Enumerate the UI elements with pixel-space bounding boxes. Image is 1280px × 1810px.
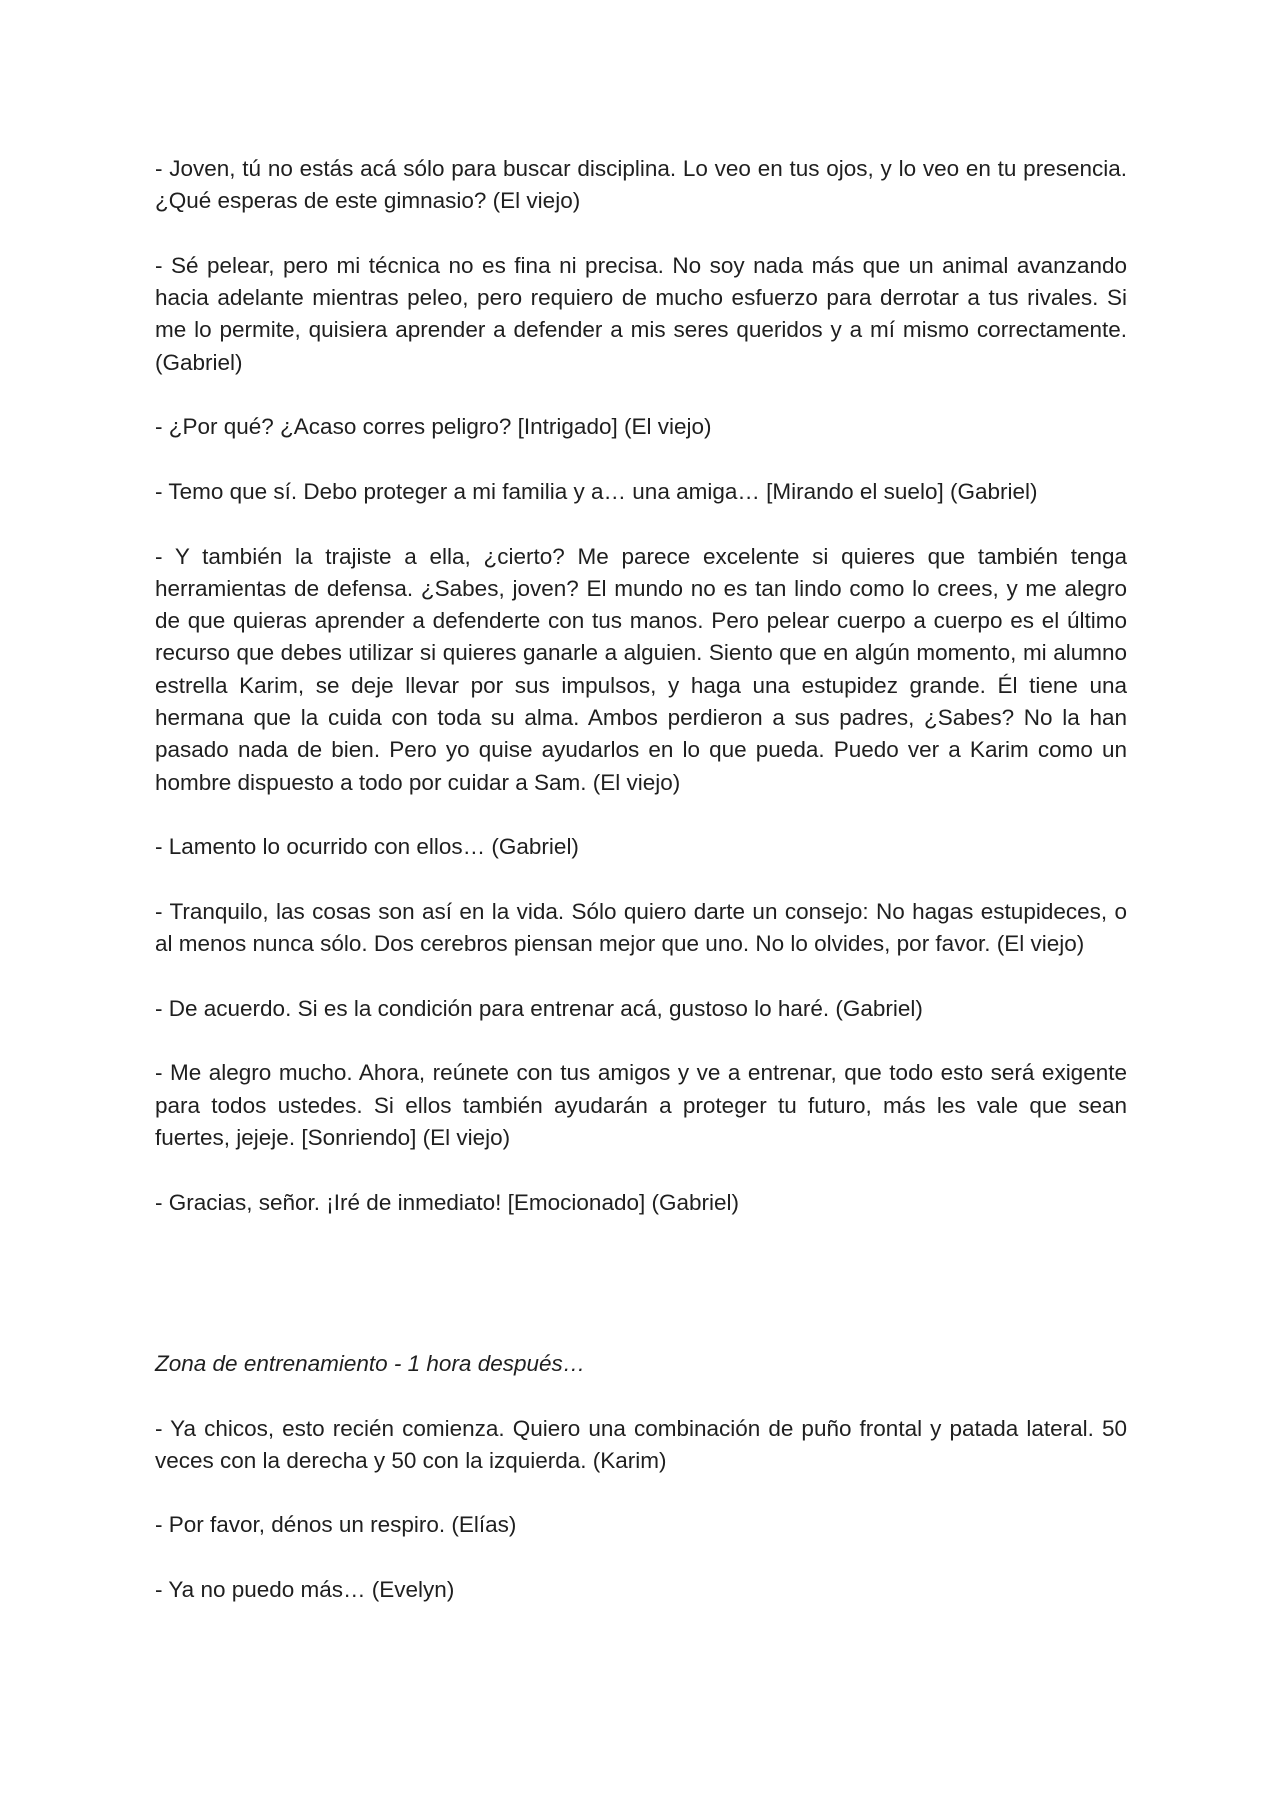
dialogue-paragraph: - Ya chicos, esto recién comienza. Quiero una combinación de puño frontal y patada lateral. 50 veces con la derecha y 50 con la izquierda. (Karim)	[155, 1415, 1127, 1473]
document-body	[155, 153, 1127, 1639]
dialogue-paragraph: - Tranquilo, las cosas son así en la vida. Sólo quiero darte un consejo: No hagas estupideces, o al menos nunca sólo. Dos cerebros piensan mejor que uno. No lo olvides, por favor. (El viejo)	[155, 898, 1127, 957]
dialogue-paragraph: - Ya no puedo más… (Evelyn)	[155, 1577, 455, 1603]
dialogue-paragraph: - Me alegro mucho. Ahora, reúnete con tus amigos y ve a entrenar, que todo esto será exigente para todos ustedes. Si ellos también ayudarán a proteger tu futuro, más les vale que sean fuertes, jejeje. [Sonriendo] (El viejo)	[155, 1060, 1127, 1150]
dialogue-paragraph: - Joven, tú no estás acá sólo para buscar disciplina. Lo veo en tus ojos, y lo veo en tu presencia. ¿Qué esperas de este gimnasio? (El viejo)	[155, 156, 1127, 214]
dialogue-paragraph: - Gracias, señor. ¡Iré de inmediato! [Emocionado] (Gabriel)	[155, 1189, 740, 1215]
section-spacer	[155, 1251, 1127, 1348]
dialogue-paragraph: - ¿Por qué? ¿Acaso corres peligro? [Intrigado] (El viejo)	[155, 414, 712, 440]
dialogue-paragraph: - Temo que sí. Debo proteger a mi familia y a… una amiga… [Mirando el suelo] (Gabriel)	[155, 478, 1038, 504]
dialogue-paragraph: - Por favor, dénos un respiro. (Elías)	[155, 1512, 517, 1538]
dialogue-paragraph: - Y también la trajiste a ella, ¿cierto? Me parece excelente si quieres que también tenga herramientas de defensa. ¿Sabes, joven? El mundo no es tan lindo como lo crees, y me alegro de que quieras aprender a defenderte con tus manos. Pero pelear cuerpo a cuerpo es el último recurso que debes utilizar si quieres ganarle a alguien. Siento que en algún momento, mi alumno estrella Karim, se deje llevar por sus impulsos, y haga una estupidez grande. Él tiene una hermana que la cuida con toda su alma. Ambos perdieron a sus padres, ¿Sabes? No la han pasado nada de bien. Pero yo quise ayudarlos en lo que pueda. Puedo ver a Karim como un hombre dispuesto a todo por cuidar a Sam. (El viejo)	[155, 543, 1127, 795]
dialogue-paragraph: - Sé pelear, pero mi técnica no es fina ni precisa. No soy nada más que un animal avanzando hacia adelante mientras peleo, pero requiero de mucho esfuerzo para derrotar a tus rivales. Si me lo permite, quisiera aprender a defender a mis seres queridos y a mí mismo correctamente. (Gabriel)	[155, 252, 1127, 375]
dialogue-paragraph: - De acuerdo. Si es la condición para entrenar acá, gustoso lo haré. (Gabriel)	[155, 995, 923, 1021]
dialogue-paragraph: - Lamento lo ocurrido con ellos… (Gabriel)	[155, 834, 579, 860]
scene-heading: Zona de entrenamiento - 1 hora después…	[155, 1350, 586, 1376]
